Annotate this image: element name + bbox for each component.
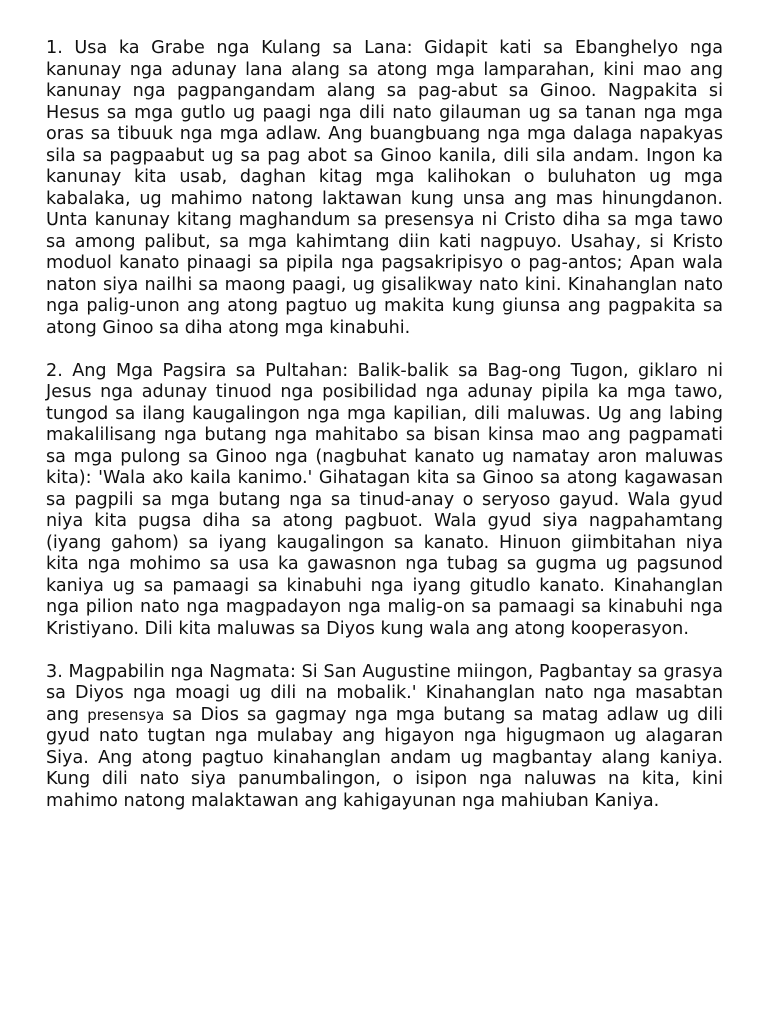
document-page xyxy=(46,38,723,812)
paragraph-3-small-word: presensya xyxy=(87,705,165,724)
paragraph-2: 2. Ang Mga Pagsira sa Pultahan: Balik-balik sa Bag-ong Tugon, giklaro ni Jesus nga adunay tinuod nga posibilidad nga adunay pipila ka mga tawo, tungod sa ilang kaugalingon nga mga kapilian, dili maluwas. Ug ang labing makalilisang nga butang nga mahitabo sa bisan kinsa mao ang pagpamati sa mga pulong sa Ginoo nga (nagbuhat kanato ug namatay aron maluwas kita): 'Wala ako kaila kanimo.' Gihatagan kita sa Ginoo sa atong kagawasan sa pagpili sa mga butang nga sa tinud-anay o seryoso gayud. Wala gyud niya kita pugsa diha sa atong pagbuot. Wala gyud siya nagpahamtang (iyang gahom) sa iyang kaugalingon sa kanato. Hinuon giimbitahan niya kita nga mohimo sa usa ka gawasnon nga tubag sa gugma ug pagsunod kaniya ug sa pamaagi sa kinabuhi nga iyang gitudlo kanato. Kinahanglan nga pilion nato nga magpadayon nga malig-on sa pamaagi sa kinabuhi nga Kristiyano. Dili kita maluwas sa Diyos kung wala ang atong kooperasyon. xyxy=(46,360,723,639)
paragraph-3-text-after: sa Dios sa gagmay nga mga butang sa matag adlaw ug dili gyud nato tugtan nga mulabay ang higayon nga higugmaon ug alagaran Siya. Ang atong pagtuo kinahanglan andam ug magbantay alang kaniya. Kung dili nato siya panumbalingon, o isipon nga naluwas na kita, kini mahimo natong malaktawan ang kahigayunan nga mahiuban Kaniya. xyxy=(46,704,723,811)
paragraph-3-text-before: 3. Magpabilin nga Nagmata: Si San Augustine miingon, Pagbantay sa grasya sa Diyos nga moagi ug dili na mobalik.' Kinahanglan nato nga masabtan ang xyxy=(46,661,723,725)
paragraph-1: 1. Usa ka Grabe nga Kulang sa Lana: Gidapit kati sa Ebanghelyo nga kanunay nga adunay lana alang sa atong mga lamparahan, kini mao ang kanunay nga pagpangandam alang sa pag-abut sa Ginoo. Nagpakita si Hesus sa mga gutlo ug paagi nga dili nato gilauman ug sa tanan nga mga oras sa tibuuk nga mga adlaw. Ang buangbuang nga mga dalaga napakyas sila sa pagpaabut ug sa pag abot sa Ginoo kanila, dili sila andam. Ingon ka kanunay kita usab, daghan kitag mga kalihokan o buluhaton ug mga kabalaka, ug mahimo natong laktawan kung unsa ang mas hinungdanon. Unta kanunay kitang maghandum sa presensya ni Cristo diha sa mga tawo sa among palibut, sa mga kahimtang diin kati nagpuyo. Usahay, si Kristo moduol kanato pinaagi sa pipila nga pagsakripisyo o pag-antos; Apan wala naton siya nailhi sa maong paagi, ug gisalikway nato kini. Kinahanglan nato nga palig-unon ang atong pagtuo ug makita kung giunsa ang pagpakita sa atong Ginoo sa diha atong mga kinabuhi. xyxy=(46,38,723,338)
paragraph-3 xyxy=(46,662,723,813)
